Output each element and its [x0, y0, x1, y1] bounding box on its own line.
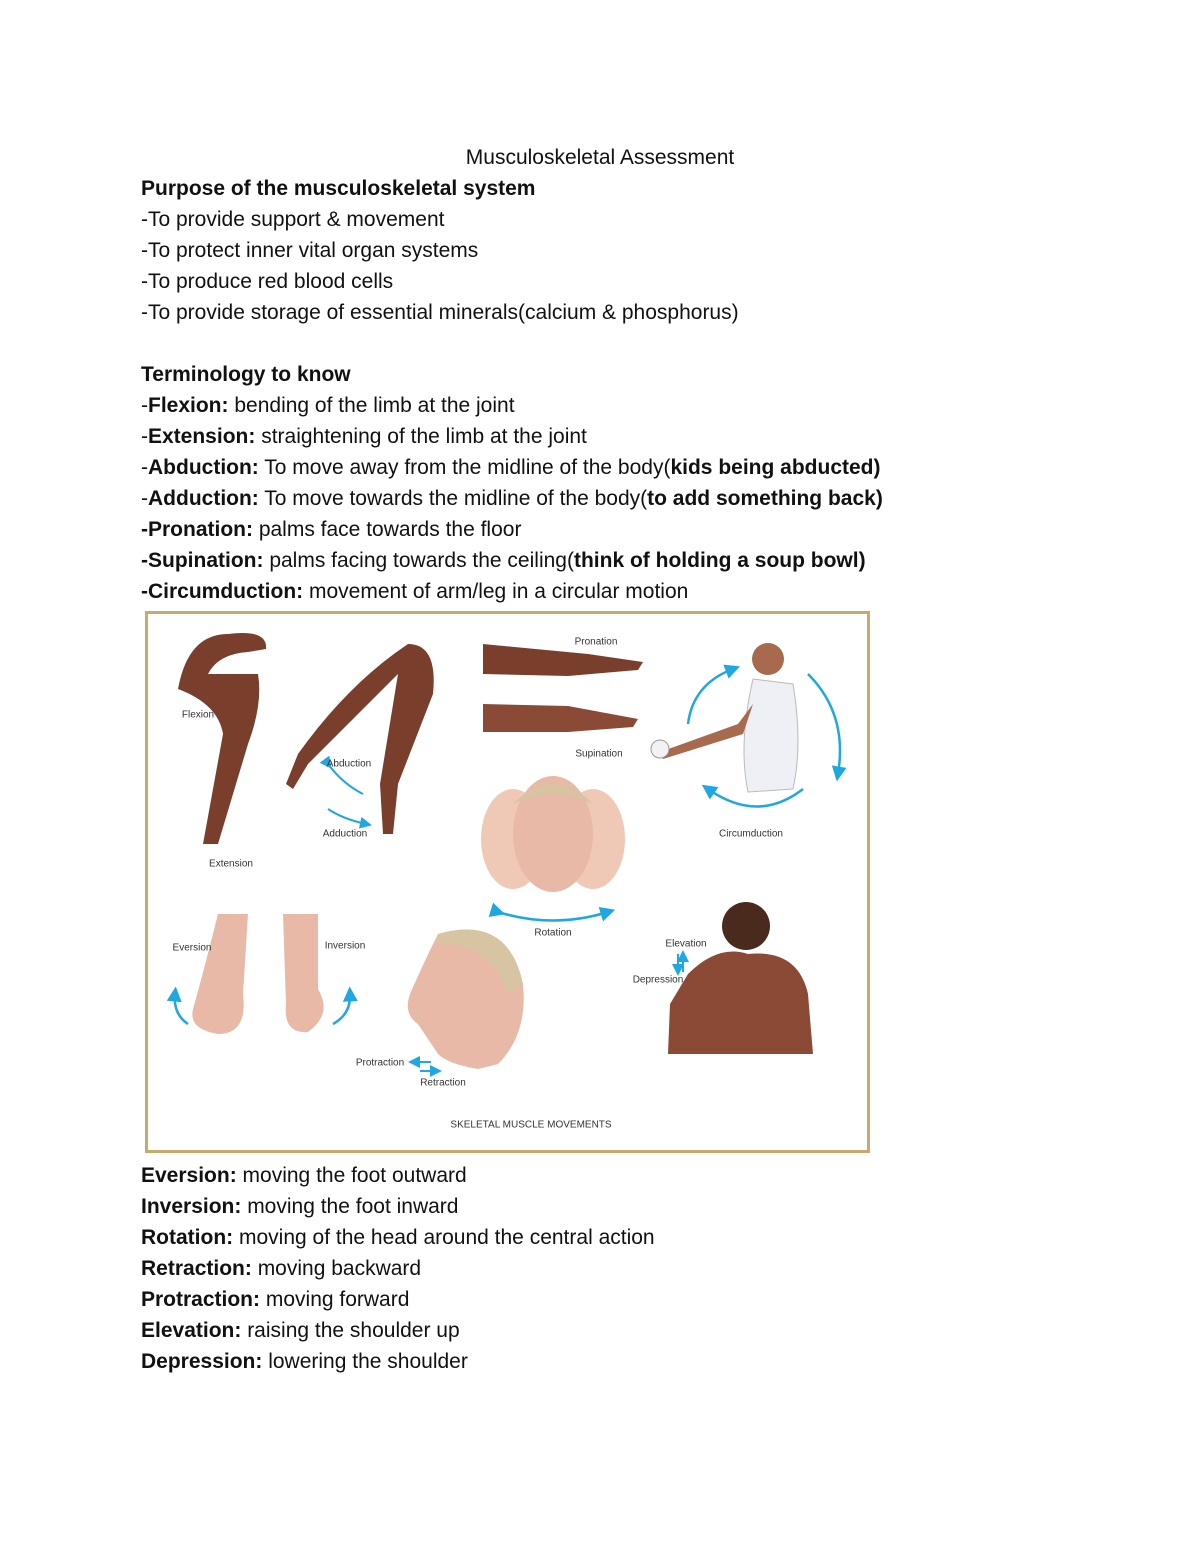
label-eversion: Eversion	[172, 942, 212, 954]
text-line	[141, 483, 883, 514]
label-elevation: Elevation	[665, 938, 707, 950]
text-line	[141, 173, 883, 204]
purpose-and-terminology-section	[141, 173, 883, 607]
text-line	[141, 266, 883, 297]
text: -	[141, 425, 148, 448]
text: moving of the head around the central action	[233, 1226, 655, 1249]
label-protraction: Protraction	[355, 1057, 405, 1069]
text-line	[141, 576, 883, 607]
ball	[651, 740, 669, 758]
text-line	[141, 421, 883, 452]
text-line	[141, 1191, 655, 1222]
document-title: Musculoskeletal Assessment	[465, 146, 735, 169]
supinated-hand	[483, 704, 638, 732]
bold-text: Purpose of the musculoskeletal system	[141, 177, 536, 200]
bold-text: -Supination:	[141, 549, 264, 572]
text: moving the foot inward	[241, 1195, 459, 1218]
label-depression: Depression	[632, 974, 684, 986]
text-line	[141, 1315, 655, 1346]
text: -To provide support & movement	[141, 208, 445, 231]
text: moving backward	[251, 1257, 422, 1280]
bold-text: Protraction:	[141, 1288, 261, 1311]
text: straightening of the limb at the joint	[255, 425, 587, 448]
text: -To produce red blood cells	[141, 270, 394, 293]
circumduction-body	[744, 679, 798, 792]
label-rotation: Rotation	[534, 927, 572, 939]
text: -To protect inner vital organ systems	[141, 239, 479, 262]
circumduction-arm	[660, 704, 753, 759]
bold-text: Elevation:	[141, 1319, 242, 1342]
text: moving forward	[260, 1288, 410, 1311]
text-line	[141, 390, 883, 421]
inverted-foot	[283, 914, 324, 1032]
figure-illustration	[148, 614, 867, 1150]
text-line	[141, 204, 883, 235]
bold-text: to add something back)	[647, 487, 883, 510]
bold-text: think of holding a soup bowl)	[573, 549, 866, 572]
text: lowering the shoulder	[262, 1350, 468, 1373]
bold-text: Terminology to know	[141, 363, 351, 386]
text-line	[141, 1284, 655, 1315]
text: raising the shoulder up	[241, 1319, 460, 1342]
bold-text: Eversion:	[141, 1164, 237, 1187]
bold-text: Inversion:	[141, 1195, 242, 1218]
figure-caption: SKELETAL MUSCLE MOVEMENTS	[450, 1119, 612, 1131]
text-line	[141, 1346, 655, 1377]
bold-text: Flexion:	[148, 394, 229, 417]
text: moving the foot outward	[236, 1164, 467, 1187]
label-abduction: Abduction	[326, 758, 372, 770]
label-pronation: Pronation	[574, 636, 618, 648]
bold-text: Depression:	[141, 1350, 263, 1373]
text-line	[141, 545, 883, 576]
text-line	[141, 235, 883, 266]
text-line	[141, 514, 883, 545]
text: palms face towards the floor	[252, 518, 522, 541]
text-line	[141, 297, 883, 328]
bold-text: -Pronation:	[141, 518, 253, 541]
text: palms facing towards the ceiling(	[263, 549, 574, 572]
text: To move towards the midline of the body(	[258, 487, 648, 510]
text-line	[141, 359, 883, 390]
bold-text: Rotation:	[141, 1226, 234, 1249]
bold-text: Adduction:	[148, 487, 259, 510]
text: -	[141, 487, 148, 510]
label-flexion: Flexion	[181, 709, 215, 721]
circumduction-head	[752, 643, 784, 675]
label-inversion: Inversion	[324, 940, 366, 952]
flexed-arm	[178, 633, 266, 844]
bold-text: Abduction:	[148, 456, 259, 479]
text: -	[141, 456, 148, 479]
bold-text: Retraction:	[141, 1257, 252, 1280]
abducted-arm	[286, 644, 434, 834]
label-circumduction: Circumduction	[719, 828, 783, 840]
bold-text: kids being abducted)	[670, 456, 881, 479]
text-line	[141, 1253, 655, 1284]
text: bending of the limb at the joint	[228, 394, 515, 417]
text-line	[141, 328, 883, 359]
text: movement of arm/leg in a circular motion	[303, 580, 689, 603]
text: To move away from the midline of the body(	[258, 456, 671, 479]
bold-text: -Circumduction:	[141, 580, 304, 603]
text-line	[141, 1160, 655, 1191]
label-adduction: Adduction	[322, 828, 368, 840]
text-line	[141, 452, 883, 483]
pronated-hand	[483, 644, 643, 676]
label-supination: Supination	[575, 748, 623, 760]
movement-definitions-section	[141, 1160, 655, 1377]
shoulder-head	[722, 902, 770, 950]
label-retraction: Retraction	[420, 1077, 466, 1089]
bold-text: Extension:	[148, 425, 256, 448]
shoulder-back	[668, 952, 813, 1055]
everted-foot	[192, 914, 248, 1034]
skeletal-muscle-movements-figure	[145, 611, 870, 1153]
text: -	[141, 394, 148, 417]
text: -To provide storage of essential minerals(calcium & phosphorus)	[141, 301, 739, 324]
label-extension: Extension	[209, 858, 253, 870]
text-line	[141, 1222, 655, 1253]
